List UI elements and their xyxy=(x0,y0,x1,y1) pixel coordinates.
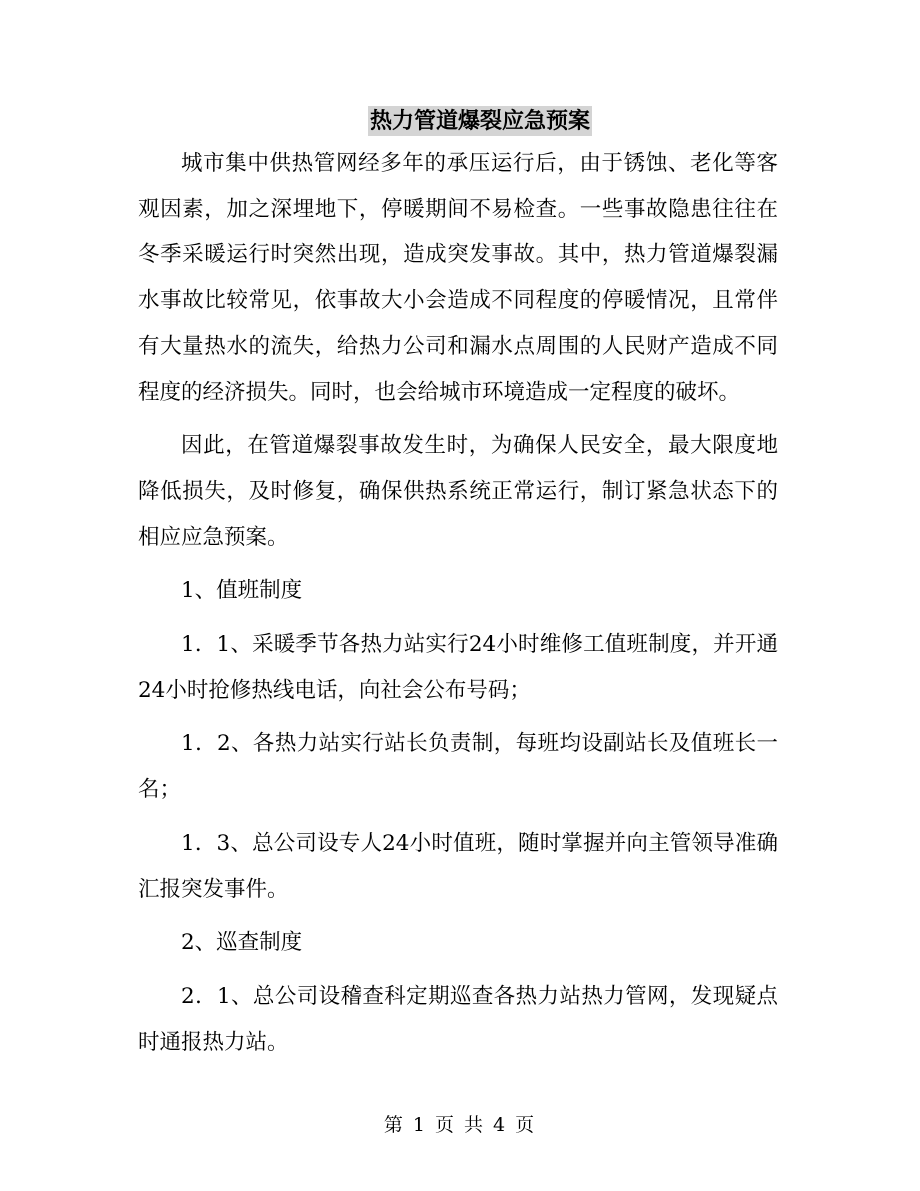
section-heading-patrol: 2、巡查制度 xyxy=(181,930,303,956)
document-title: 热力管道爆裂应急预案 xyxy=(370,108,591,134)
document-body xyxy=(138,141,778,1073)
paragraph-purpose: 因此，在管道爆裂事故发生时，为确保人民安全，最大限度地降低损失，及时修复，确保供热系统正常运行，制订紧急状态下的相应应急预案。 xyxy=(138,433,778,550)
paragraph-intro: 城市集中供热管网经多年的承压运行后，由于锈蚀、老化等客观因素，加之深埋地下，停暖期间不易检查。一些事故隐患往往在冬季采暖运行时突然出现，造成突发事故。其中，热力管道爆裂漏水事故比较常见，依事故大小会造成不同程度的停暖情况，且常伴有大量热水的流失，给热力公司和漏水点周围的人民财产造成不同程度的经济损失。同时，也会给城市环境造成一定程度的破坏。 xyxy=(138,151,778,405)
page-number-footer: 第 1 页 共 4 页 xyxy=(383,1114,537,1136)
paragraph-patrol-2-1: 2．1、总公司设稽查科定期巡查各热力站热力管网，发现疑点时通报热力站。 xyxy=(138,983,778,1055)
paragraph-duty-1-1: 1．1、采暖季节各热力站实行24小时维修工值班制度，并开通24小时抢修热线电话，向社会公布号码； xyxy=(138,632,778,703)
section-heading-duty: 1、值班制度 xyxy=(181,578,303,604)
paragraph-duty-1-2: 1．2、各热力站实行站长负责制，每班均设副站长及值班长一名； xyxy=(138,731,778,803)
paragraph-duty-1-3: 1．3、总公司设专人24小时值班，随时掌握并向主管领导准确汇报突发事件。 xyxy=(138,830,778,902)
